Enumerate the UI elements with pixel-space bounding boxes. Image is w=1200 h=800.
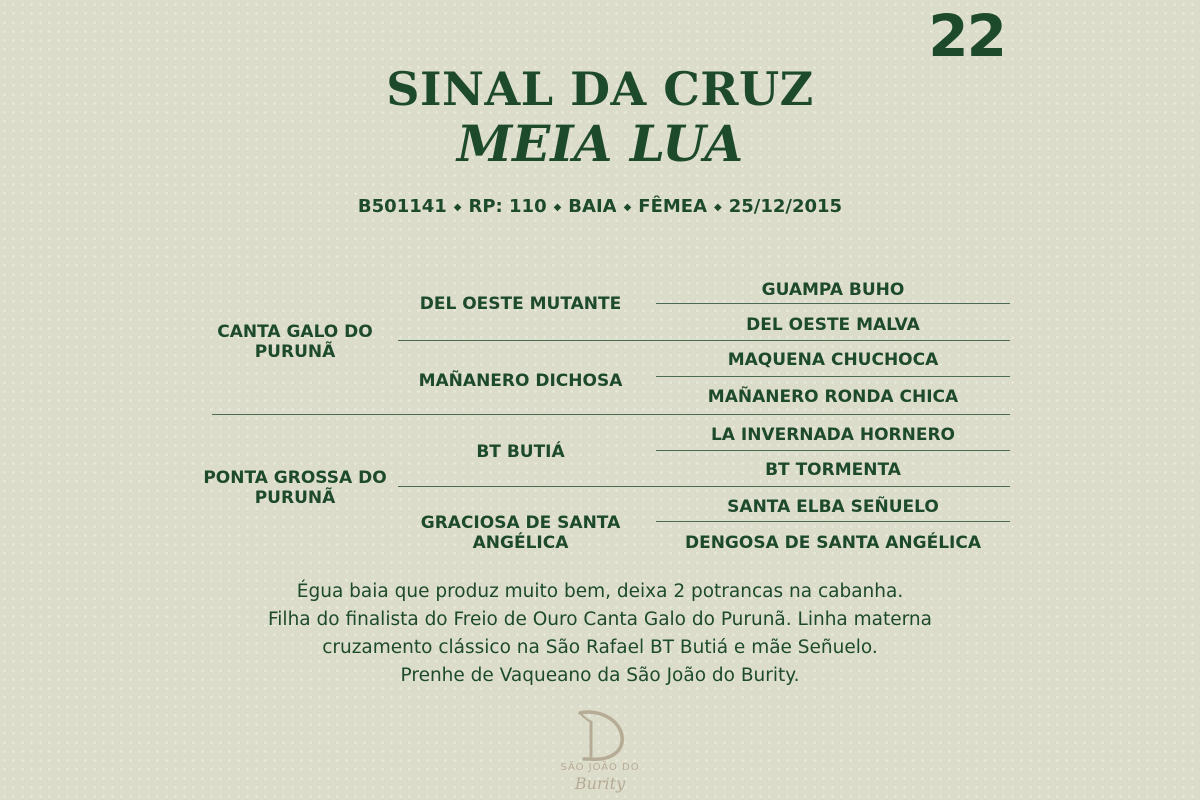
pedigree-sire-sire: DEL OESTE MUTANTE bbox=[419, 294, 622, 314]
pedigree-ggp-8: DENGOSA DE SANTA ANGÉLICA bbox=[684, 533, 982, 553]
divider-line bbox=[656, 303, 1010, 304]
divider-line bbox=[212, 414, 1010, 415]
logo-text-top: SÃO JOÃO DO bbox=[560, 762, 640, 773]
diamond-separator-icon: ◆ bbox=[553, 202, 562, 213]
horse-name: SINAL DA CRUZ bbox=[386, 62, 814, 116]
pedigree-sire: CANTA GALO DO PURUNÃ bbox=[217, 322, 373, 362]
pedigree-ggp-1: GUAMPA BUHO bbox=[761, 280, 905, 300]
rp-number: RP: 110 bbox=[468, 196, 547, 217]
coat-color: BAIA bbox=[568, 196, 617, 217]
registry-number: B501141 bbox=[357, 196, 447, 217]
divider-line bbox=[398, 340, 1010, 341]
sex: FÊMEA bbox=[638, 196, 708, 217]
description-line: cruzamento clássico na São Rafael BT Butiá e mãe Señuelo. bbox=[322, 637, 878, 658]
description-line: Prenhe de Vaqueano da São João do Burity. bbox=[400, 665, 800, 686]
divider-line bbox=[656, 450, 1010, 451]
pedigree-dam: PONTA GROSSA DO PURUNÃ bbox=[203, 468, 387, 508]
pedigree-sire-dam: MAÑANERO DICHOSA bbox=[418, 371, 623, 391]
horse-info bbox=[0, 196, 1200, 217]
horse-affix: MEIA LUA bbox=[456, 114, 744, 173]
birth-date: 25/12/2015 bbox=[728, 196, 843, 217]
pedigree-ggp-7: SANTA ELBA SEÑUELO bbox=[727, 497, 939, 517]
description-line: Filha do finalista do Freio de Ouro Canta Galo do Purunã. Linha materna bbox=[268, 609, 932, 630]
description bbox=[0, 578, 1200, 690]
pedigree-ggp-6: BT TORMENTA bbox=[765, 460, 901, 480]
logo-d-mark-icon bbox=[553, 706, 647, 764]
pedigree-ggp-5: LA INVERNADA HORNERO bbox=[710, 425, 956, 445]
logo bbox=[553, 706, 647, 800]
divider-line bbox=[398, 486, 1010, 487]
pedigree-ggp-2: DEL OESTE MALVA bbox=[746, 315, 920, 335]
diamond-separator-icon: ◆ bbox=[453, 202, 462, 213]
diamond-separator-icon: ◆ bbox=[623, 202, 632, 213]
pedigree-ggp-3: MAQUENA CHUCHOCA bbox=[727, 350, 939, 370]
divider-line bbox=[656, 521, 1010, 522]
lot-number: 22 bbox=[928, 2, 1005, 70]
description-line: Égua baia que produz muito bem, deixa 2 potrancas na cabanha. bbox=[296, 581, 904, 602]
divider-line bbox=[656, 376, 1010, 377]
logo-text-script: Burity bbox=[574, 774, 626, 793]
pedigree-dam-dam: GRACIOSA DE SANTA ANGÉLICA bbox=[420, 513, 621, 553]
pedigree-ggp-4: MAÑANERO RONDA CHICA bbox=[707, 387, 959, 407]
pedigree-dam-sire: BT BUTIÁ bbox=[476, 442, 565, 462]
diamond-separator-icon: ◆ bbox=[714, 202, 722, 213]
